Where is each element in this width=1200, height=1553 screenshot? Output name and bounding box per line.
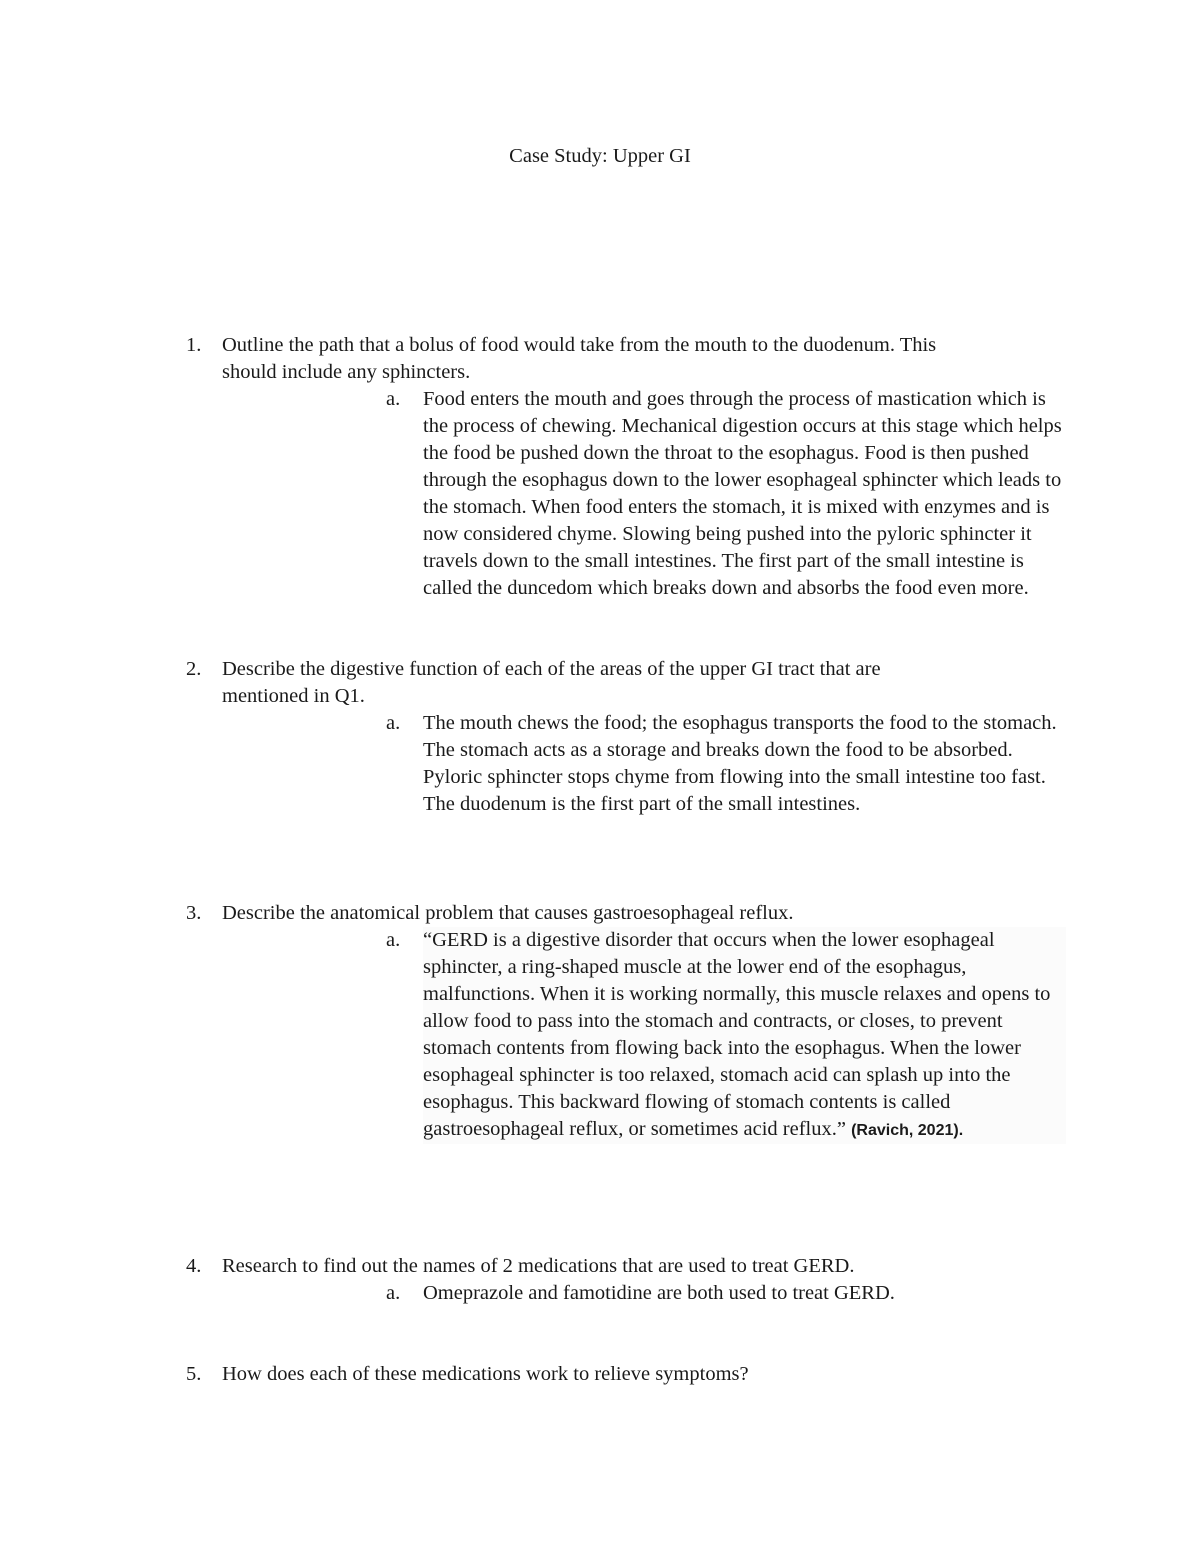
citation: (Ravich, 2021).: [851, 1122, 964, 1139]
answer-3: [386, 927, 1066, 1144]
question-text: Describe the digestive function of each of the areas of the upper GI tract that are mentioned in Q1.: [222, 658, 881, 707]
question-1: [186, 332, 1066, 386]
question-number: 3.: [186, 902, 202, 924]
answer-letter: a.: [386, 929, 401, 951]
answer-text: The mouth chews the food; the esophagus transports the food to the stomach. The stomach acts as a storage and breaks down the food to be absorbed. Pyloric sphincter stops chyme from flowing into the small intestine too fast. The duodenum is the first part of the small intestines.: [423, 712, 1057, 815]
answer-quote: [423, 927, 1066, 1144]
answer-text: Food enters the mouth and goes through the process of mastication which is the process of chewing. Mechanical digestion occurs at this stage which helps the food be pushed down the throat to the esophagus. Food is then pushed through the esophagus down to the lower esophageal sphincter which leads to the stomach. When food enters the stomach, it is mixed with enzymes and is now considered chyme. Slowing being pushed into the pyloric sphincter it travels down to the small intestines. The first part of the small intestine is called the duncedom which breaks down and absorbs the food even more.: [423, 388, 1062, 599]
question-text: Outline the path that a bolus of food would take from the mouth to the duodenum. This should include any sphincters.: [222, 334, 937, 383]
answer-2: [386, 710, 1066, 818]
answer-4: [386, 1280, 1066, 1307]
question-4: [186, 1253, 1066, 1280]
answer-letter: a.: [386, 388, 401, 410]
question-2: [186, 656, 1066, 710]
answer-letter: a.: [386, 1282, 401, 1304]
question-number: 4.: [186, 1255, 202, 1277]
answer-letter: a.: [386, 712, 401, 734]
question-text: Describe the anatomical problem that causes gastroesophageal reflux.: [222, 902, 794, 924]
question-text: Research to find out the names of 2 medications that are used to treat GERD.: [222, 1255, 855, 1277]
question-number: 5.: [186, 1363, 202, 1385]
question-number: 1.: [186, 334, 202, 356]
quote-text: “GERD is a digestive disorder that occurs when the lower esophageal sphincter, a ring-shaped muscle at the lower end of the esophagus, malfunctions. When it is working normally, this muscle relaxes and opens to allow food to pass into the stomach and contracts, or closes, to prevent stomach contents from flowing back into the esophagus. When the lower esophageal sphincter is too relaxed, stomach acid can splash up into the esophagus. This backward flowing of stomach contents is called gastroesophageal reflux, or sometimes acid reflux.”: [423, 929, 1051, 1140]
question-text: How does each of these medications work to relieve symptoms?: [222, 1363, 749, 1385]
document-title: Case Study: Upper GI: [509, 145, 691, 167]
answer-text: Omeprazole and famotidine are both used to treat GERD.: [423, 1282, 895, 1304]
question-3: [186, 900, 1066, 927]
question-5: [186, 1361, 1066, 1388]
answer-1: [386, 386, 1066, 602]
question-number: 2.: [186, 658, 202, 680]
